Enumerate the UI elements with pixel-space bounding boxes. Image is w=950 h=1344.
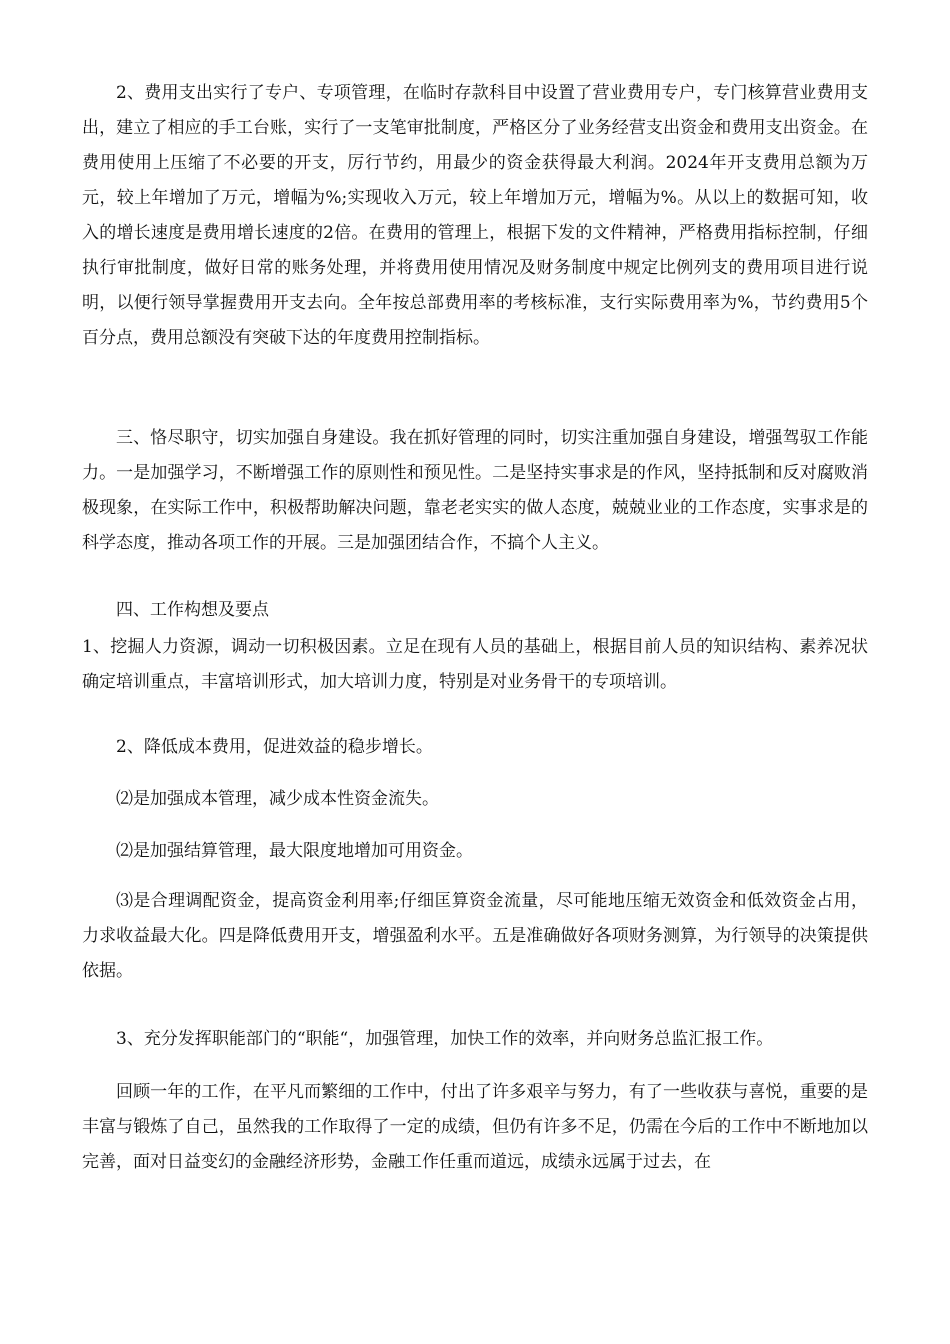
section-heading-work-plan: 四、工作构想及要点 [116, 600, 269, 620]
paragraph-self-building: 三、恪尽职守，切实加强自身建设。我在抓好管理的同时，切实注重加强自身建设，增强驾驭工作能力。一是加强学习，不断增强工作的原则性和预见性。二是坚持实事求是的作风，坚持抵制和反对腐败消极现象，在实际工作中，积极帮助解决问题，靠老老实实的做人态度，兢兢业业的工作态度，实事求是的科学态度，推动各项工作的开展。三是加强团结合作，不搞个人主义。 [82, 428, 868, 553]
paragraph-human-resources: 1、挖掘人力资源，调动一切积极因素。立足在现有人员的基础上，根据目前人员的知识结构、素养况状确定培训重点，丰富培训形式，加大培训力度，特别是对业务骨干的专项培训。 [82, 637, 868, 692]
paragraph-reduce-costs: 2、降低成本费用，促进效益的稳步增长。 [116, 737, 433, 757]
list-item-settlement-management: ⑵是加强结算管理，最大限度地增加可用资金。 [116, 841, 473, 861]
list-item-cost-management: ⑵是加强成本管理，减少成本性资金流失。 [116, 789, 439, 809]
paragraph-annual-review: 回顾一年的工作，在平凡而繁细的工作中，付出了许多艰辛与努力，有了一些收获与喜悦，重要的是丰富与锻炼了自己，虽然我的工作取得了一定的成绩，但仍有许多不足，仍需在今后的工作中不断地加以完善，面对日益变幻的金融经济形势，金融工作任重而道远，成绩永远属于过去，在 [82, 1082, 868, 1172]
paragraph-expense-management: 2、费用支出实行了专户、专项管理，在临时存款科目中设置了营业费用专户，专门核算营业费用支出，建立了相应的手工台账，实行了一支笔审批制度，严格区分了业务经营支出资金和费用支出资金。在费用使用上压缩了不必要的开支，厉行节约，用最少的资金获得最大利润。2024年开支费用总额为万元，较上年增加了万元，增幅为%;实现收入万元，较上年增加万元，增幅为%。从以上的数据可知，收入的增长速度是费用增长速度的2倍。在费用的管理上，根据下发的文件精神，严格费用指标控制，仔细执行审批制度，做好日常的账务处理，并将费用使用情况及财务制度中规定比例列支的费用项目进行说明，以便行领导掌握费用开支去向。全年按总部费用率的考核标准，支行实际费用率为%，节约费用5个百分点，费用总额没有突破下达的年度费用控制指标。 [82, 83, 868, 348]
paragraph-department-functions: 3、充分发挥职能部门的“职能“，加强管理，加快工作的效率，并向财务总监汇报工作。 [116, 1029, 774, 1049]
list-item-fund-allocation: ⑶是合理调配资金，提高资金利用率;仔细匡算资金流量，尽可能地压缩无效资金和低效资金占用，力求收益最大化。四是降低费用开支，增强盈利水平。五是准确做好各项财务测算，为行领导的决策提供依据。 [82, 891, 868, 981]
